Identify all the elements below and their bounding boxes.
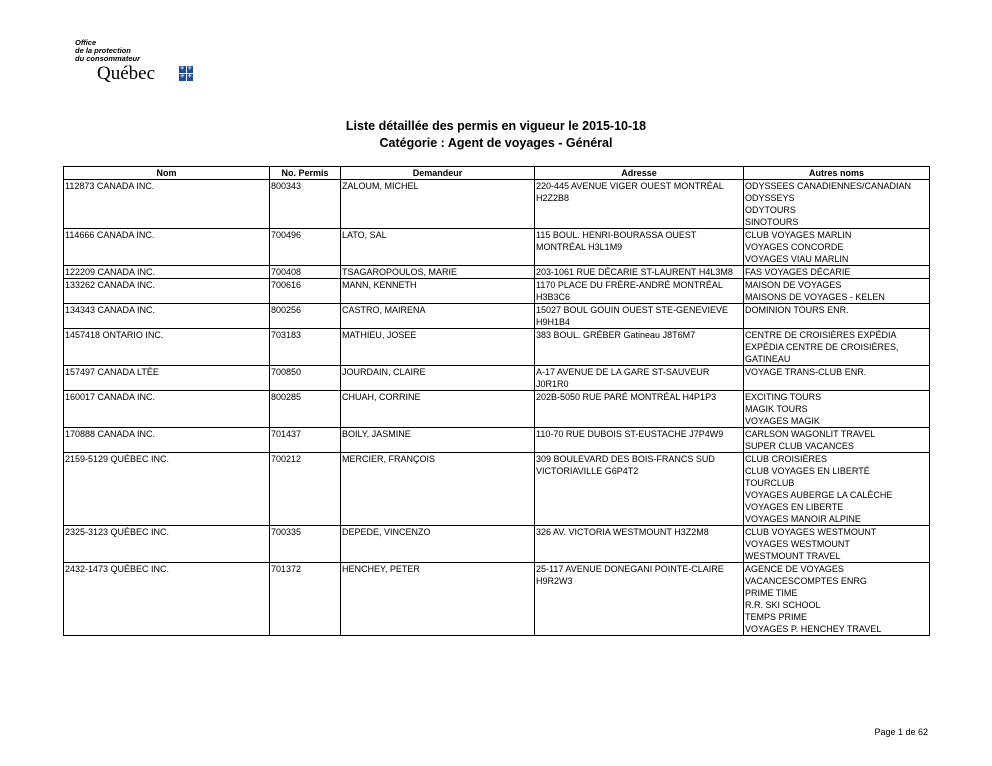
cell-adresse	[535, 563, 744, 636]
cell-nom: 122209 CANADA INC.	[64, 266, 270, 279]
cell-autres-noms	[744, 180, 930, 229]
other-name: FAS VOYAGES DÉCARIE	[745, 267, 851, 277]
cell-autres-noms	[744, 279, 930, 304]
column-header-adresse: Adresse	[535, 167, 744, 180]
cell-autres-noms	[744, 428, 930, 453]
cell-permis: 703183	[270, 329, 341, 366]
address-line: VICTORIAVILLE G6P4T2	[536, 466, 639, 476]
cell-autres-noms	[744, 366, 930, 391]
cell-adresse	[535, 453, 744, 526]
cell-demandeur: HENCHEY, PETER	[341, 563, 535, 636]
column-header-nom: Nom	[64, 167, 270, 180]
cell-autres-noms	[744, 453, 930, 526]
cell-nom: 170888 CANADA INC.	[64, 428, 270, 453]
cell-nom: 134343 CANADA INC.	[64, 304, 270, 329]
cell-nom: 2159-5129 QUÉBEC INC.	[64, 453, 270, 526]
address-line: 383 BOUL. GRÉBER Gatineau J8T6M7	[536, 330, 696, 340]
other-name: ODYTOURS	[745, 205, 796, 215]
table-row	[64, 279, 930, 304]
other-name: CLUB VOYAGES EN LIBERTÉ	[745, 466, 870, 476]
cell-demandeur: ZALOUM, MICHEL	[341, 180, 535, 229]
other-name: SINOTOURS	[745, 217, 799, 227]
other-name: CLUB CROISIÈRES	[745, 454, 828, 464]
cell-permis: 800285	[270, 391, 341, 428]
table-row	[64, 366, 930, 391]
address-line: H3B3C6	[536, 292, 571, 302]
document-title: Liste détaillée des permis en vigueur le 2015-10-18	[345, 119, 647, 133]
cell-nom: 114666 CANADA INC.	[64, 229, 270, 266]
cell-permis: 701372	[270, 563, 341, 636]
other-name: VOYAGES MAGIK	[745, 416, 820, 426]
other-name: EXPÉDIA CENTRE DE CROISIÈRES,	[745, 342, 899, 352]
address-line: 203-1061 RUE DÉCARIE ST-LAURENT H4L3M8	[536, 267, 733, 277]
other-name: VOYAGES P. HENCHEY TRAVEL	[745, 624, 882, 634]
other-name: TEMPS PRIME	[745, 612, 808, 622]
other-name: VOYAGES EN LIBERTE	[745, 502, 844, 512]
org-name-line-2: de la protection	[75, 46, 131, 55]
cell-adresse	[535, 366, 744, 391]
address-line: H9H1B4	[536, 317, 571, 327]
address-line: 326 AV. VICTORIA WESTMOUNT H3Z2M8	[536, 527, 709, 537]
address-line: H9R2W3	[536, 576, 573, 586]
table-row	[64, 304, 930, 329]
cell-permis: 700335	[270, 526, 341, 563]
other-name: VOYAGES WESTMOUNT	[745, 539, 850, 549]
other-name: R.R. SKI SCHOOL	[745, 600, 821, 610]
cell-permis: 701437	[270, 428, 341, 453]
other-name: MAISONS DE VOYAGES - KELEN	[745, 292, 885, 302]
cell-permis: 800343	[270, 180, 341, 229]
column-header-permis: No. Permis	[270, 167, 341, 180]
permits-table	[63, 166, 930, 636]
other-name: VOYAGES AUBERGE LA CALÈCHE	[745, 490, 893, 500]
cell-demandeur: CHUAH, CORRINE	[341, 391, 535, 428]
cell-autres-noms	[744, 329, 930, 366]
page-number: Page 1 de 62	[874, 727, 928, 737]
cell-autres-noms	[744, 229, 930, 266]
cell-demandeur: CASTRO, MAIRENA	[341, 304, 535, 329]
address-line: 110-70 RUE DUBOIS ST-EUSTACHE J7P4W9	[536, 429, 724, 439]
column-header-demandeur: Demandeur	[341, 167, 535, 180]
address-line: 115 BOUL. HENRI-BOURASSA OUEST	[536, 230, 697, 240]
other-name: MAGIK TOURS	[745, 404, 808, 414]
cell-demandeur: LATO, SAL	[341, 229, 535, 266]
other-name: CLUB VOYAGES WESTMOUNT	[745, 527, 877, 537]
cell-permis: 700616	[270, 279, 341, 304]
cell-permis: 700496	[270, 229, 341, 266]
cell-nom: 157497 CANADA LTÉE	[64, 366, 270, 391]
cell-adresse	[535, 526, 744, 563]
opc-logo	[75, 38, 193, 84]
cell-adresse	[535, 180, 744, 229]
cell-demandeur: MERCIER, FRANÇOIS	[341, 453, 535, 526]
other-name: MAISON DE VOYAGES	[745, 280, 842, 290]
address-line: 25-117 AVENUE DONEGANI POINTE-CLAIRE	[536, 564, 724, 574]
cell-adresse	[535, 266, 744, 279]
cell-autres-noms	[744, 526, 930, 563]
other-name: VOYAGES VIAU MARLIN	[745, 254, 849, 264]
table-row	[64, 453, 930, 526]
cell-autres-noms	[744, 304, 930, 329]
other-name: VOYAGES CONCORDE	[745, 242, 844, 252]
other-name: SUPER CLUB VACANCES	[745, 441, 854, 451]
cell-demandeur: TSAGAROPOULOS, MARIE	[341, 266, 535, 279]
other-name: WESTMOUNT TRAVEL	[745, 551, 841, 561]
other-name: PRIME TIME	[745, 588, 798, 598]
other-name: TOURCLUB	[745, 478, 795, 488]
table-row	[64, 563, 930, 636]
cell-demandeur: MATHIEU, JOSEE	[341, 329, 535, 366]
cell-demandeur: JOURDAIN, CLAIRE	[341, 366, 535, 391]
table-row	[64, 180, 930, 229]
document-heading	[0, 118, 992, 152]
cell-permis: 700850	[270, 366, 341, 391]
permits-table-body	[64, 180, 930, 636]
address-line: 15027 BOUL GOUIN OUEST STE-GENEVIEVE	[536, 305, 729, 315]
cell-adresse	[535, 279, 744, 304]
address-line: 202B-5050 RUE PARÉ MONTRÉAL H4P1P3	[536, 392, 717, 402]
cell-permis: 700212	[270, 453, 341, 526]
other-name: EXCITING TOURS	[745, 392, 822, 402]
table-header-row	[64, 167, 930, 180]
cell-nom: 133262 CANADA INC.	[64, 279, 270, 304]
table-row	[64, 428, 930, 453]
address-line: A-17 AVENUE DE LA GARE ST-SAUVEUR	[536, 367, 710, 377]
cell-adresse	[535, 329, 744, 366]
quebec-wordmark: Québec	[97, 63, 156, 84]
other-name: ODYSSEES CANADIENNES/CANADIAN	[745, 181, 912, 191]
table-row	[64, 266, 930, 279]
org-name-line-3: du consommateur	[75, 54, 141, 63]
cell-adresse	[535, 229, 744, 266]
address-line: 309 BOULEVARD DES BOIS-FRANCS SUD	[536, 454, 715, 464]
address-line: 1170 PLACE DU FRÈRE-ANDRÉ MONTRÉAL	[536, 280, 723, 290]
table-row	[64, 391, 930, 428]
other-name: CENTRE DE CROISIÈRES EXPÉDIA	[745, 330, 897, 340]
cell-permis: 800256	[270, 304, 341, 329]
table-row	[64, 526, 930, 563]
cell-demandeur: BOILY, JASMINE	[341, 428, 535, 453]
address-line: J0R1R0	[536, 379, 569, 389]
org-name-line-1: Office	[75, 38, 97, 47]
cell-nom: 2325-3123 QUÉBEC INC.	[64, 526, 270, 563]
other-name: VACANCESCOMPTES ENRG	[745, 576, 867, 586]
cell-demandeur: DEPEDE, VINCENZO	[341, 526, 535, 563]
cell-autres-noms	[744, 391, 930, 428]
column-header-autres-noms: Autres noms	[744, 167, 930, 180]
other-name: ODYSSEYS	[745, 193, 795, 203]
other-name: GATINEAU	[745, 354, 791, 364]
fleurdelise-flag-icon: ⚜ ⚜ ⚜ ⚜	[179, 66, 193, 80]
address-line: 220-445 AVENUE VIGER OUEST MONTRÉAL	[536, 181, 724, 191]
other-name: DOMINION TOURS ENR.	[745, 305, 849, 315]
cell-nom: 2432-1473 QUÉBEC INC.	[64, 563, 270, 636]
cell-nom: 112873 CANADA INC.	[64, 180, 270, 229]
cell-adresse	[535, 391, 744, 428]
cell-autres-noms	[744, 563, 930, 636]
document-subtitle: Catégorie : Agent de voyages - Général	[379, 136, 613, 150]
cell-autres-noms	[744, 266, 930, 279]
cell-demandeur: MANN, KENNETH	[341, 279, 535, 304]
other-name: CARLSON WAGONLIT TRAVEL	[745, 429, 876, 439]
other-name: CLUB VOYAGES MARLIN	[745, 230, 852, 240]
other-name: AGENCE DE VOYAGES	[745, 564, 844, 574]
other-name: VOYAGES MANOIR ALPINE	[745, 514, 861, 524]
cell-permis: 700408	[270, 266, 341, 279]
table-row	[64, 329, 930, 366]
cell-adresse	[535, 304, 744, 329]
address-line: MONTRÉAL H3L1M9	[536, 242, 623, 252]
other-name: VOYAGE TRANS-CLUB ENR.	[745, 367, 867, 377]
cell-nom: 1457418 ONTARIO INC.	[64, 329, 270, 366]
table-row	[64, 229, 930, 266]
address-line: H2Z2B8	[536, 193, 570, 203]
cell-nom: 160017 CANADA INC.	[64, 391, 270, 428]
cell-adresse	[535, 428, 744, 453]
